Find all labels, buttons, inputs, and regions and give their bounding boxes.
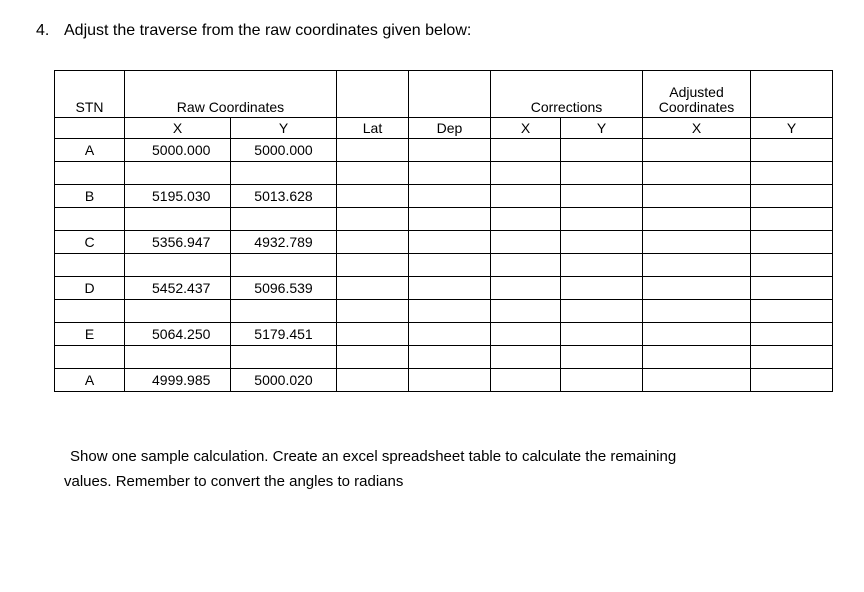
correction-x-cell	[491, 369, 561, 392]
dep-header-blank	[409, 71, 491, 118]
table-row	[55, 346, 833, 369]
adjusted-y-header-blank	[751, 71, 833, 118]
adjusted-x-cell	[643, 185, 751, 208]
raw-y-cell: 5179.451	[231, 323, 337, 346]
adjusted-header-line2: Coordinates	[658, 99, 735, 115]
table-row	[55, 185, 833, 208]
correction-x-cell	[491, 323, 561, 346]
raw-x-header: X	[125, 118, 231, 139]
corrections-header: Corrections	[491, 71, 643, 118]
lat-cell	[337, 139, 409, 162]
raw-x-cell: 5064.250	[125, 323, 231, 346]
correction-x-cell	[491, 231, 561, 254]
raw-x-cell: 5195.030	[125, 185, 231, 208]
table-row	[55, 300, 833, 323]
raw-coordinates-header: Raw Coordinates	[125, 71, 337, 118]
header-row	[55, 71, 833, 118]
lat-cell	[337, 323, 409, 346]
raw-y-cell: 5000.020	[231, 369, 337, 392]
station-cell: B	[55, 185, 125, 208]
station-cell: E	[55, 323, 125, 346]
correction-y-cell	[561, 139, 643, 162]
lat-cell	[337, 369, 409, 392]
station-cell: A	[55, 369, 125, 392]
adjusted-x-cell	[643, 231, 751, 254]
adjusted-y-header: Y	[751, 118, 833, 139]
dep-header: Dep	[409, 118, 491, 139]
adjusted-y-cell	[751, 323, 833, 346]
adjusted-y-cell	[751, 277, 833, 300]
correction-y-cell	[561, 369, 643, 392]
raw-x-cell: 5452.437	[125, 277, 231, 300]
question-title	[36, 22, 471, 40]
raw-y-cell: 5000.000	[231, 139, 337, 162]
instructions-line1: Show one sample calculation. Create an excel spreadsheet table to calculate the remaining	[70, 448, 677, 465]
stn-header: STN	[55, 71, 125, 118]
raw-x-cell: 5000.000	[125, 139, 231, 162]
lat-cell	[337, 277, 409, 300]
adjusted-y-cell	[751, 231, 833, 254]
question-number: 4.	[36, 22, 50, 39]
adjusted-x-cell	[643, 139, 751, 162]
table-row	[55, 254, 833, 277]
dep-cell	[409, 185, 491, 208]
correction-x-header: X	[491, 118, 561, 139]
table-row	[55, 139, 833, 162]
station-cell: D	[55, 277, 125, 300]
table-row	[55, 277, 833, 300]
adjusted-x-header: X	[643, 118, 751, 139]
lat-header: Lat	[337, 118, 409, 139]
correction-y-header: Y	[561, 118, 643, 139]
table-row	[55, 231, 833, 254]
adjusted-header-line1: Adjusted	[669, 84, 724, 100]
traverse-table	[54, 70, 833, 392]
adjusted-y-cell	[751, 185, 833, 208]
raw-y-cell: 4932.789	[231, 231, 337, 254]
instructions-text	[64, 444, 784, 494]
adjusted-y-cell	[751, 139, 833, 162]
correction-x-cell	[491, 139, 561, 162]
table-row	[55, 323, 833, 346]
table-row	[55, 369, 833, 392]
table-row	[55, 162, 833, 185]
station-cell: C	[55, 231, 125, 254]
dep-cell	[409, 231, 491, 254]
stn-subheader-blank	[55, 118, 125, 139]
adjusted-x-cell	[643, 277, 751, 300]
question-text: Adjust the traverse from the raw coordinates given below:	[64, 22, 472, 39]
dep-cell	[409, 369, 491, 392]
lat-cell	[337, 185, 409, 208]
subheader-row	[55, 118, 833, 139]
correction-y-cell	[561, 277, 643, 300]
station-cell: A	[55, 139, 125, 162]
raw-x-cell: 4999.985	[125, 369, 231, 392]
instructions-line2: values. Remember to convert the angles to radians	[64, 473, 404, 490]
raw-x-cell: 5356.947	[125, 231, 231, 254]
dep-cell	[409, 323, 491, 346]
dep-cell	[409, 277, 491, 300]
raw-y-cell: 5013.628	[231, 185, 337, 208]
adjusted-coordinates-header	[643, 71, 751, 118]
adjusted-x-cell	[643, 323, 751, 346]
correction-y-cell	[561, 185, 643, 208]
adjusted-y-cell	[751, 369, 833, 392]
correction-x-cell	[491, 185, 561, 208]
lat-cell	[337, 231, 409, 254]
adjusted-x-cell	[643, 369, 751, 392]
dep-cell	[409, 139, 491, 162]
table-row	[55, 208, 833, 231]
raw-y-cell: 5096.539	[231, 277, 337, 300]
correction-x-cell	[491, 277, 561, 300]
raw-y-header: Y	[231, 118, 337, 139]
correction-y-cell	[561, 231, 643, 254]
correction-y-cell	[561, 323, 643, 346]
lat-header-blank	[337, 71, 409, 118]
